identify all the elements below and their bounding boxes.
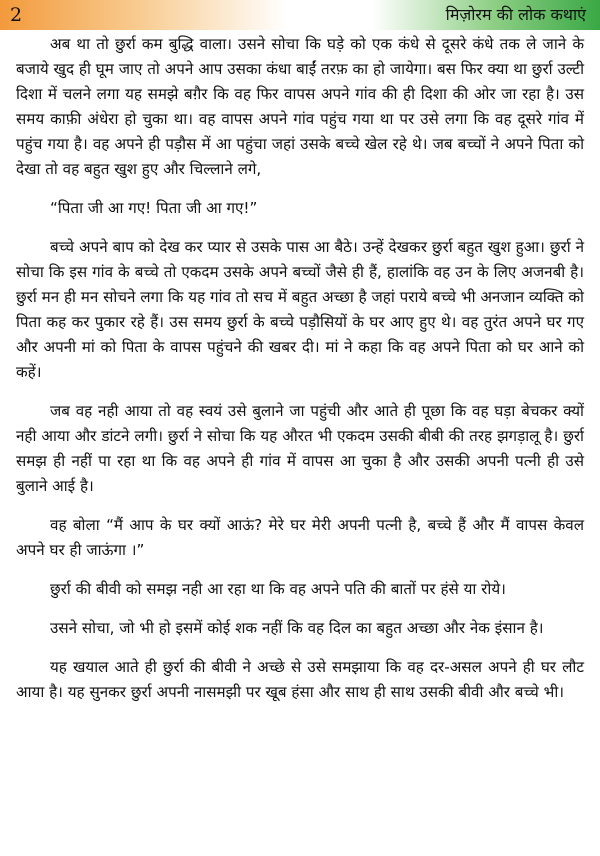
paragraph-5: वह बोला “मैं आप के घर क्यों आऊं? मेरे घर मेरी अपनी पत्नी है, बच्चे हैं और मैं वापस केवल अपने घर ही जाऊंगा ।”	[16, 516, 584, 559]
paragraph-3: बच्चे अपने बाप को देख कर प्यार से उसके पास आ बैठे। उन्हें देखकर छुर्रा बहुत खुश हुआ। छुर्रा ने सोचा कि इस गांव के बच्चे तो एकदम उसके अपने बच्चों जैसे ही हैं, हालांकि वह उन के लिए अजनबी है। छुर्रा मन ही मन सोचने लगा कि यह गांव तो सच में बहुत अच्छा है जहां पराये बच्चे भी अनजान व्यक्ति को पिता कह कर पुकार रहे हैं। उस समय छुर्रा के बच्चे पड़ौसियों के घर आए हुए थे। वह तुरंत अपने घर गए और अपनी मां को पिता के वापस पहुंचने की खबर दी। मां ने कहा कि वह अपने पिता को घर आने को कहें।	[16, 238, 584, 381]
paragraph-6: छुर्रा की बीवी को समझ नही आ रहा था कि वह अपने पति की बातों पर हंसे या रोये।	[50, 580, 506, 598]
paragraph-2-quote: “पिता जी आ गए! पिता जी आ गए!”	[50, 199, 258, 217]
running-title: मिज़ोरम की लोक कथाएं	[445, 5, 586, 24]
header-band	[0, 0, 600, 30]
page-body	[16, 32, 584, 719]
paragraph-4: जब वह नही आया तो वह स्वयं उसे बुलाने जा पहुंची और आते ही पूछा कि वह घड़ा बेचकर क्यों नही आया और डांटने लगी। छुर्रा ने सोचा कि यह औरत भी एकदम उसकी बीबी की तरह झगड़ालू है। छुर्रा समझ ही नहीं पा रहा था कि वह अपने ही गांव में वापस आ चुका है और उसकी अपनी पत्नी ही उसे बुलाने आई है।	[16, 402, 584, 495]
page-number: 2	[10, 4, 23, 26]
paragraph-7: उसने सोचा, जो भी हो इसमें कोई शक नहीं कि वह दिल का बहुत अच्छा और नेक इंसान है।	[50, 619, 544, 637]
paragraph-8: यह खयाल आते ही छुर्रा की बीवी ने अच्छे से उसे समझाया कि वह दर-असल अपने ही घर लौट आया है। यह सुनकर छुर्रा अपनी नासमझी पर खूब हंसा और साथ ही साथ उसकी बीवी और बच्चे भी।	[16, 658, 584, 701]
paragraph-1: अब था तो छुर्रा कम बुद्धि वाला। उसने सोचा कि घड़े को एक कंधे से दूसरे कंधे तक ले जाने के बजाये खुद ही घूम जाए तो अपने आप उसका कंधा बाईं तरफ़ का हो जायेगा। बस फिर क्या था छुर्रा उल्टी दिशा में चलने लगा यह समझे बग़ैर कि वह फिर वापस अपने गांव की ही दिशा की ओर जा रहा है। उस समय काफ़ी अंधेरा हो चुका था। वह वापस अपने गांव पहुंच गया था पर उसे लगा कि वह दूसरे गांव में पहुंच गया है। वह अपने ही पड़ौस में आ पहुंचा जहां उसके बच्चे खेल रहे थे। जब बच्चों ने अपने पिता को देखा तो वह बहुत खुश हुए और चिल्लाने लगे,	[16, 35, 584, 178]
